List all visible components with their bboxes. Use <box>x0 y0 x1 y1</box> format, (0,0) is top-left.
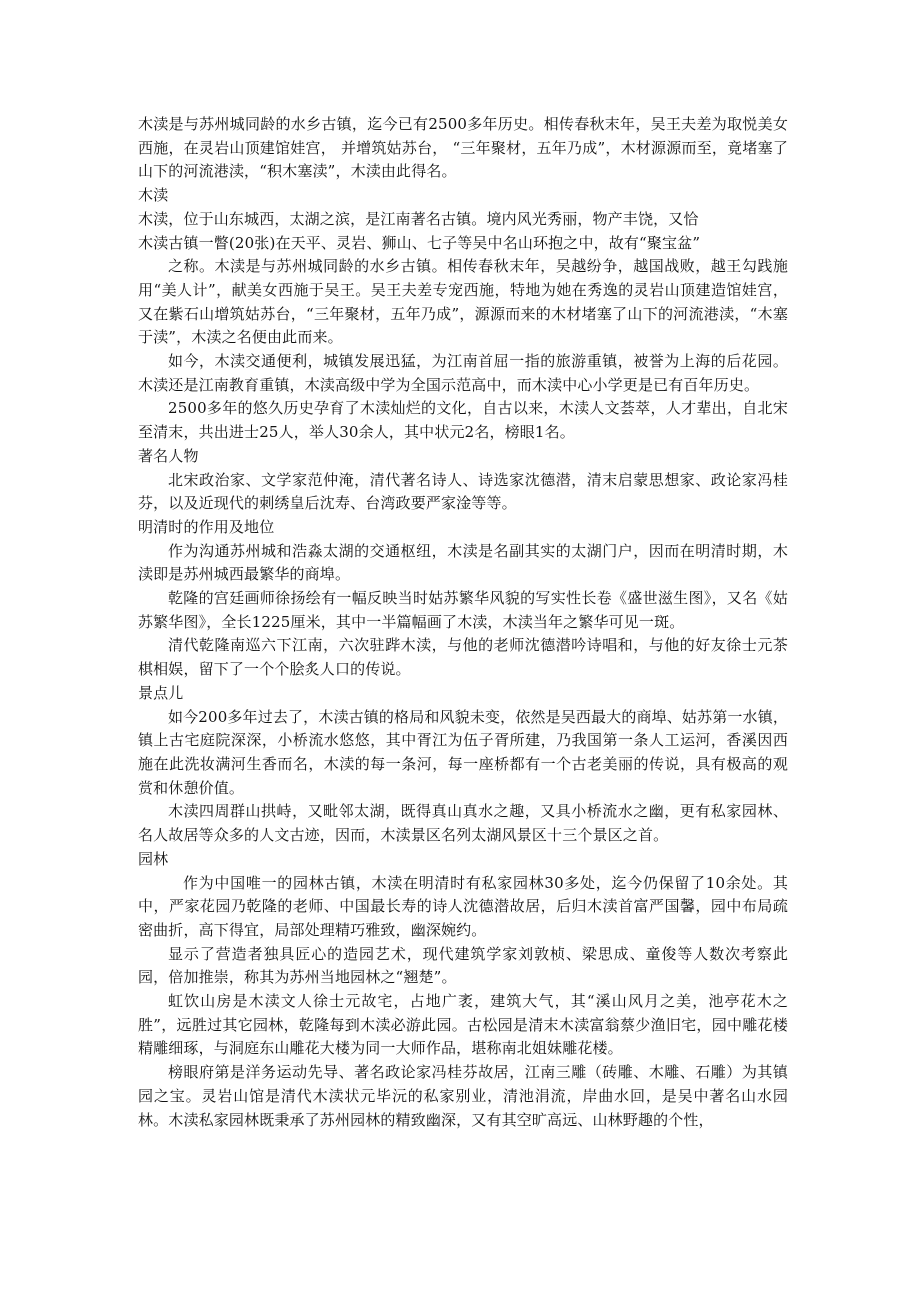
paragraph: 之称。木渎是与苏州城同龄的水乡古镇。相传春秋末年，吴越纷争，越国战败，越王勾践施用“美人计”，献美女西施于吴王。吴王夫差专宠西施，特地为她在秀逸的灵岩山顶建造馆娃宫，又在紫石山增筑姑苏台，“三年聚材，五年乃成”，源源而来的木材堵塞了山下的河流港渎，“木塞于渎”，木渎之名便由此而来。 <box>138 257 788 347</box>
paragraph: 如今，木渎交通便利，城镇发展迅猛，为江南首屈一指的旅游重镇，被誉为上海的后花园。木渎还是江南教育重镇，木渎高级中学为全国示范高中，而木渎中心小学更是已有百年历史。 <box>138 352 788 394</box>
paragraph: 作为中国唯一的园林古镇，木渎在明清时有私家园林30多处，迄今仍保留了10余处。其中，严家花园乃乾隆的老师、中国最长寿的诗人沈德潜故居，后归木渎首富严国馨，园中布局疏密曲折，高下得宜，局部处理精巧雅致，幽深婉约。 <box>138 873 788 939</box>
document-body <box>138 113 788 1132</box>
paragraph: 木渎是与苏州城同龄的水乡古镇，迄今已有2500多年历史。相传春秋末年，吴王夫差为取悦美女西施，在灵岩山顶建馆娃宫， 并增筑姑苏台， “三年聚材，五年乃成”，木材源源而至，竟堵塞了山下的河流港渎，“积木塞渎”，木渎由此得名。 <box>138 115 788 181</box>
section-heading: 著名人物 <box>138 446 199 465</box>
paragraph: 2500多年的悠久历史孕育了木渎灿烂的文化，自古以来，木渎人文荟萃，人才辈出，自北宋至清末，共出进士25人，举人30余人，其中状元2名，榜眼1名。 <box>138 399 788 442</box>
paragraph: 木渎，位于山东城西，太湖之滨，是江南著名古镇。境内风光秀丽，物产丰饶，又恰 <box>138 209 699 228</box>
section-heading: 景点儿 <box>138 683 184 702</box>
paragraph: 木渎四周群山拱峙，又毗邻太湖，既得真山真水之趣，又具小桥流水之幽，更有私家园林、名人故居等众多的人文古迹，因而，木渎景区名列太湖风景区十三个景区之首。 <box>138 802 788 845</box>
paragraph: 北宋政治家、文学家范仲淹，清代著名诗人、诗选家沈德潜，清末启蒙思想家、政论家冯桂芬，以及近现代的刺绣皇后沈寿、台湾政要严家淦等等。 <box>138 470 788 513</box>
paragraph: 作为沟通苏州城和浩淼太湖的交通枢纽，木渎是名副其实的太湖门户，因而在明清时期，木渎即是苏州城西最繁华的商埠。 <box>138 541 788 584</box>
paragraph: 清代乾隆南巡六下江南，六次驻跸木渎，与他的老师沈德潜吟诗唱和，与他的好友徐士元茶棋相娱，留下了一个个脍炙人口的传说。 <box>138 636 788 679</box>
paragraph: 显示了营造者独具匠心的造园艺术，现代建筑学家刘敦桢、梁思成、童俊等人数次考察此园，倍加推崇，称其为苏州当地园林之“翘楚”。 <box>138 944 788 987</box>
paragraph: 榜眼府第是洋务运动先导、著名政论家冯桂芬故居，江南三雕（砖雕、木雕、石雕）为其镇园之宝。灵岩山馆是清代木渎状元毕沅的私家别业，清池涓流，岸曲水回，是吴中著名山水园林。木渎私家园林既秉承了苏州园林的精致幽深，又有其空旷高远、山林野趣的个性， <box>138 1063 788 1129</box>
paragraph: 木渎古镇一瞥(20张)在天平、灵岩、狮山、七子等吴中名山环抱之中，故有“聚宝盆” <box>138 233 701 252</box>
paragraph: 虹饮山房是木渎文人徐士元故宅，占地广袤，建筑大气，其“溪山风月之美，池亭花木之胜”，远胜过其它园林，乾隆每到木渎必游此园。古松园是清末木渎富翁蔡少渔旧宅，园中雕花楼精雕细琢，与洞庭东山雕花大楼为同一大师作品，堪称南北姐妹雕花楼。 <box>138 992 788 1058</box>
paragraph: 乾隆的宫廷画师徐扬绘有一幅反映当时姑苏繁华风貌的写实性长卷《盛世滋生图》，又名《姑苏繁华图》，全长1225厘米，其中一半篇幅画了木渎，木渎当年之繁华可见一斑。 <box>138 589 788 631</box>
section-heading: 明清时的作用及地位 <box>138 517 275 536</box>
paragraph: 如今200多年过去了，木渎古镇的格局和风貌未变，依然是吴西最大的商埠、姑苏第一水镇，镇上古宅庭院深深，小桥流水悠悠，其中胥江为伍子胥所建，乃我国第一条人工运河，香溪因西施在此洗妆满河生香而名，木渎的每一条河，每一座桥都有一个古老美丽的传说，具有极高的观赏和休憩价值。 <box>138 707 788 797</box>
section-heading: 园林 <box>138 849 169 868</box>
section-heading: 木渎 <box>138 186 169 205</box>
